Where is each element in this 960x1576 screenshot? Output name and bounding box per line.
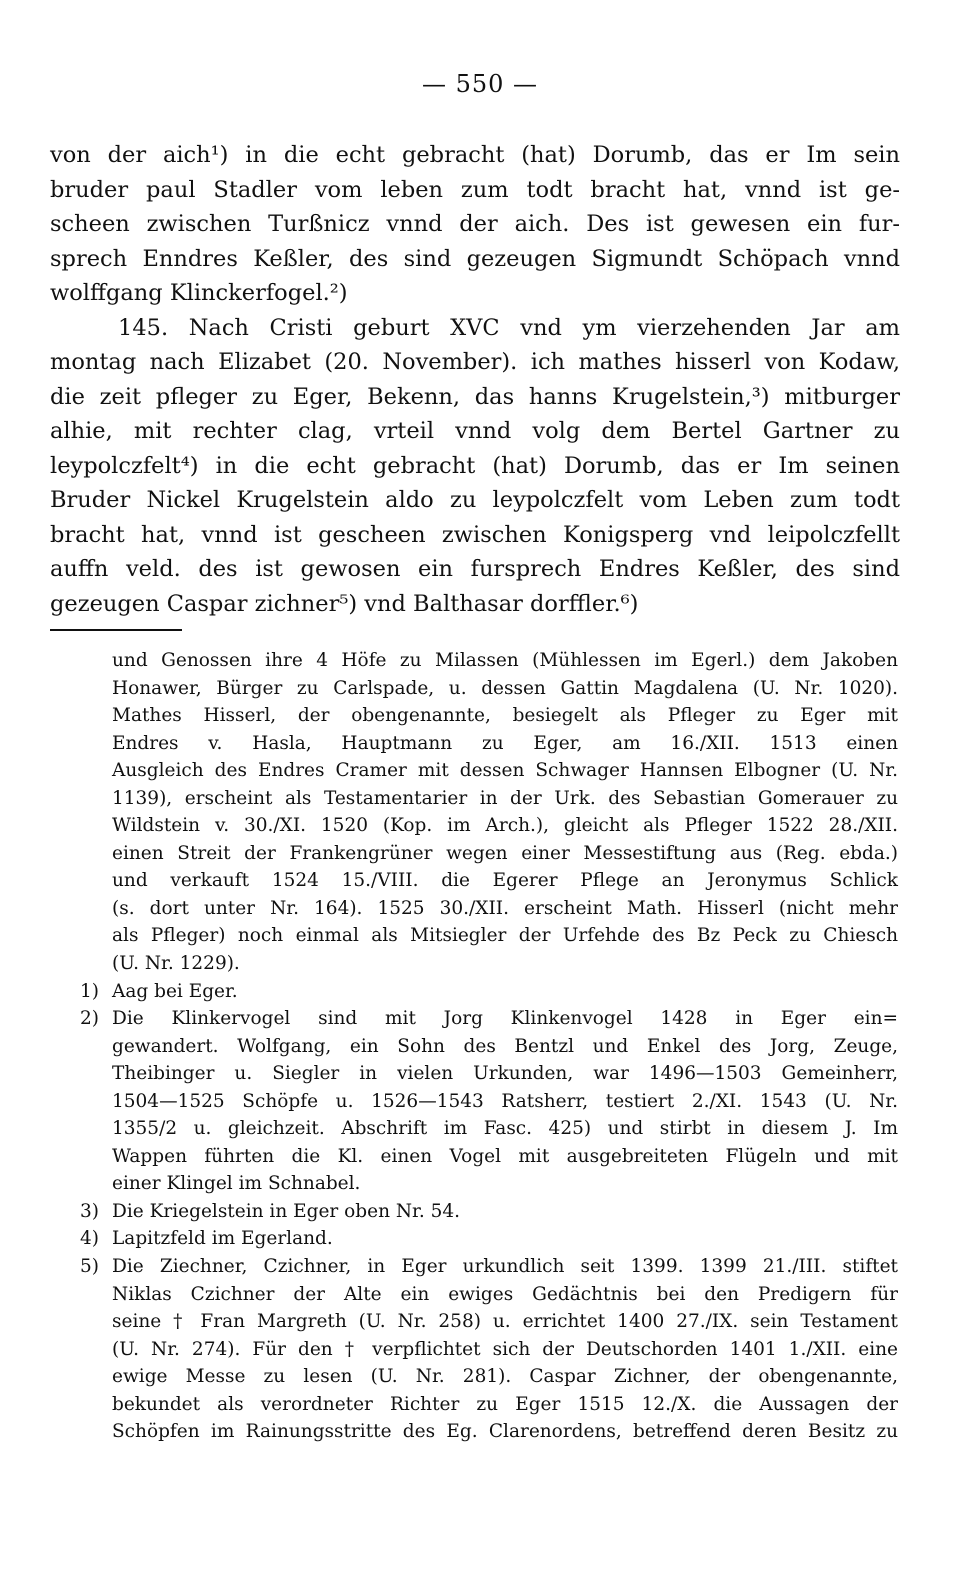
footnote-continuation-line: und Genossen ihre 4 Höfe zu Milassen (Mühlessen im Egerl.) dem Jakoben	[112, 650, 898, 671]
footnote-line: seine † Fran Margreth (U. Nr. 258) u. errichtet 1400 27./IX. sein Testament	[112, 1311, 898, 1333]
footnote-line: 1504—1525 Schöpfe u. 1526—1543 Ratsherr, testiert 2./XI. 1543 (U. Nr.	[112, 1090, 898, 1112]
text-line: bracht hat, vnnd ist gescheen zwischen Konigsperg vnd leipolczfellt	[50, 521, 900, 548]
footnotes	[58, 647, 898, 1446]
footnote-continuation-line: und verkauft 1524 15./VIII. die Egerer Pflege an Jeronymus Schlick	[112, 870, 898, 892]
text-line: 145. Nach Cristi geburt XVC vnd ym vierzehenden Jar am	[118, 314, 900, 341]
footnote-line: Niklas Czichner der Alte ein ewiges Gedächtnis bei den Predigern für	[112, 1283, 898, 1305]
text-line: bruder paul Stadler vom leben zum todt bracht hat, vnnd ist ge-	[50, 176, 900, 203]
text-line: gezeugen Caspar zichner⁵) vnd Balthasar dorffler.⁶)	[50, 590, 639, 617]
footnote-line: einer Klingel im Schnabel.	[112, 1173, 361, 1195]
footnote-1	[58, 978, 898, 1006]
footnote-continuation-line: Ausgleich des Endres Cramer mit dessen Schwager Hannsen Elbogner (U. Nr.	[112, 760, 898, 782]
footnote-line: Die Ziechner, Czichner, in Eger urkundlich seit 1399. 1399 21./III. stiftet	[112, 1256, 898, 1278]
footnote-separator	[50, 629, 182, 631]
footnote-2	[58, 1005, 898, 1033]
footnote-line: Schöpfen im Rainungsstritte des Eg. Clarenordens, betreffend deren Besitz zu	[112, 1421, 898, 1443]
footnote-line: bekundet als verordneter Richter zu Eger 1515 12./X. die Aussagen der	[112, 1393, 898, 1415]
footnote-continuation-line: Honawer, Bürger zu Carlspade, u. dessen Gattin Magdalena (U. Nr. 1020).	[112, 677, 898, 699]
footnote-line: ewige Messe zu lesen (U. Nr. 281). Caspar Zichner, der obengenannte,	[112, 1366, 898, 1388]
footnote-line: Wappen führten die Kl. einen Vogel mit ausgebreiteten Flügeln und mit	[112, 1145, 898, 1167]
page-number: — 550 —	[421, 70, 539, 98]
footnote-line: 1355/2 u. gleichzeit. Abschrift im Fasc. 425) und stirbt in diesem J. Im	[112, 1118, 898, 1140]
footnote-number: 4)	[80, 1228, 99, 1250]
text-line: montag nach Elizabet (20. November). ich mathes hisserl von Kodaw,	[50, 349, 900, 375]
text-line: die zeit pfleger zu Eger, Bekenn, das hanns Krugelstein,³) mitburger	[50, 383, 900, 410]
footnote-line: gewandert. Wolfgang, ein Sohn des Bentzl und Enkel des Jorg, Zeuge,	[112, 1035, 898, 1057]
footnote-4	[58, 1225, 898, 1253]
text-line: sprech Enndres Keßler, des sind gezeugen Sigmundt Schöpach vnnd	[50, 245, 900, 272]
footnote-number: 5)	[80, 1256, 99, 1278]
text-line: alhie, mit rechter clag, vrteil vnnd volg dem Bertel Gartner zu	[50, 418, 900, 444]
text-line: leypolczfelt⁴) in die echt gebracht (hat) Dorumb, das er Im seinen	[50, 452, 900, 479]
footnote-line: Theibinger u. Siegler in vielen Urkunden, war 1496—1503 Gemeinherr,	[112, 1063, 898, 1085]
footnote-continuation-line: Mathes Hisserl, der obengenannte, besiegelt als Pfleger zu Eger mit	[112, 705, 898, 727]
footnote-continuation-line: (U. Nr. 1229).	[112, 953, 240, 975]
footnote-line: Die Klinkervogel sind mit Jorg Klinkenvogel 1428 in Eger ein=	[112, 1008, 898, 1030]
text-line: scheen zwischen Turßnicz vnnd der aich. Des ist gewesen ein fur-	[50, 211, 900, 237]
text-line: von der aich¹) in die echt gebracht (hat) Dorumb, das er Im sein	[50, 142, 900, 168]
footnote-3	[58, 1198, 898, 1226]
footnote-line: Die Kriegelstein in Eger oben Nr. 54.	[112, 1200, 461, 1222]
footnote-continuation-line: (s. dort unter Nr. 164). 1525 30./XII. erscheint Math. Hisserl (nicht mehr	[112, 897, 898, 919]
footnote-5	[58, 1253, 898, 1281]
text-line: auffn veld. des ist gewosen ein fursprech Endres Keßler, des sind	[50, 556, 900, 582]
footnote-continuation-line: 1139), erscheint als Testamentarier in der Urk. des Sebastian Gomerauer zu	[112, 787, 898, 809]
footnote-number: 1)	[80, 980, 99, 1002]
footnote-continuation-line: einen Streit der Frankengrüner wegen einer Messestiftung aus (Reg. ebda.)	[112, 842, 898, 864]
footnote-number: 3)	[80, 1200, 99, 1222]
footnote-number: 2)	[80, 1008, 99, 1030]
main-text	[50, 138, 900, 621]
text-line: wolffgang Klinckerfogel.²)	[50, 280, 348, 306]
text-line: Bruder Nickel Krugelstein aldo zu leypolczfelt vom Leben zum todt	[50, 487, 900, 513]
footnote-line: (U. Nr. 274). Für den † verpflichtet sich der Deutschorden 1401 1./XII. eine	[112, 1338, 898, 1360]
footnote-line: Aag bei Eger.	[112, 980, 238, 1002]
footnote-continuation-line: Wildstein v. 30./XI. 1520 (Kop. im Arch.), gleicht als Pfleger 1522 28./XII.	[112, 815, 898, 837]
footnote-continuation-line: als Pfleger) noch einmal als Mitsiegler der Urfehde des Bz Peck zu Chiesch	[112, 925, 898, 947]
footnote-continuation-line: Endres v. Hasla, Hauptmann zu Eger, am 16./XII. 1513 einen	[112, 732, 898, 754]
footnote-line: Lapitzfeld im Egerland.	[112, 1228, 333, 1250]
